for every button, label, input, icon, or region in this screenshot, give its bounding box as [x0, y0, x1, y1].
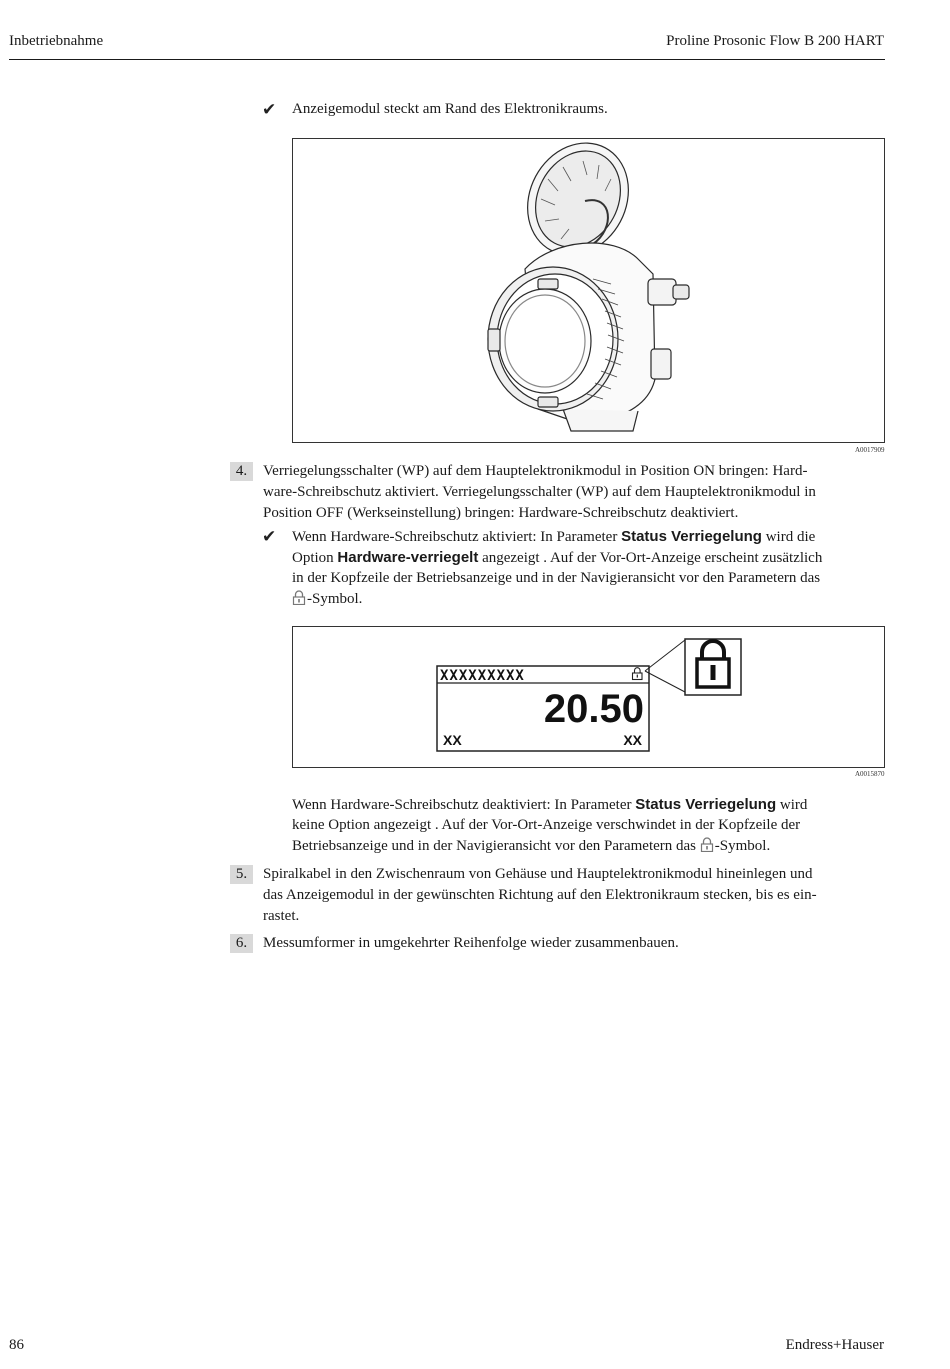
- footer-brand: Endress+Hauser: [785, 1337, 884, 1353]
- step-text-line: das Anzeigemodul in der gewünschten Richtung auf den Elektronikraum stecken, bis es ein-: [263, 887, 817, 903]
- housing-illustration: [293, 139, 884, 442]
- lock-icon: [292, 590, 306, 605]
- figure-transmitter-housing: [292, 138, 885, 443]
- step-text-line: Messumformer in umgekehrter Reihenfolge wieder zusammenbauen.: [263, 935, 679, 951]
- page-number: 86: [9, 1337, 24, 1353]
- step-text-line: Position OFF (Werkseinstellung) bringen: Hardware-Schreibschutz deaktiviert.: [263, 505, 739, 521]
- figure-id: A0015870: [855, 770, 885, 778]
- step-number: 4.: [230, 462, 253, 481]
- figure-id: A0017909: [855, 446, 885, 454]
- deactivated-text-line: Wenn Hardware-Schreibschutz deaktiviert: In Parameter Status Verriegelung wird: [292, 796, 808, 813]
- display-bottom-right: XX: [623, 732, 642, 748]
- figure-local-display: [292, 626, 885, 768]
- checkmark-icon: ✔: [262, 100, 277, 120]
- deactivated-text-line: keine Option angezeigt . Auf der Vor-Ort-Anzeige verschwindet in der Kopfzeile der: [292, 817, 801, 833]
- option-name: Hardware-verriegelt: [337, 549, 479, 566]
- step-text-line: rastet.: [263, 908, 300, 924]
- step-text-line: ware-Schreibschutz aktiviert. Verriegelungsschalter (WP) auf dem Hauptelektronikmodul in: [263, 484, 816, 500]
- checkmark-icon: ✔: [262, 527, 277, 547]
- deactivated-text-line: Betriebsanzeige und in der Navigieransicht vor den Parametern das -Symbol.: [292, 838, 771, 854]
- display-header-text: XXXXXXXXX: [440, 668, 525, 684]
- display-value: 20.50: [543, 687, 644, 731]
- result-text-line: Wenn Hardware-Schreibschutz aktiviert: In Parameter Status Verriegelung wird die: [292, 528, 816, 545]
- lock-icon: [700, 837, 714, 852]
- result-text-line: Option Hardware-verriegelt angezeigt . Auf der Vor-Ort-Anzeige erscheint zusätzlich: [292, 549, 823, 566]
- header-section: Inbetriebnahme: [9, 33, 104, 49]
- result-text-line: -Symbol.: [292, 589, 362, 610]
- display-illustration: [293, 627, 884, 767]
- header-product: Proline Prosonic Flow B 200 HART: [666, 33, 884, 49]
- step-text-line: Spiralkabel in den Zwischenraum von Gehäuse und Hauptelektronikmodul hineinlegen und: [263, 866, 813, 882]
- display-bottom-left: XX: [443, 732, 462, 748]
- step-number: 6.: [230, 934, 253, 953]
- step-number: 5.: [230, 865, 253, 884]
- result-text-line: in der Kopfzeile der Betriebsanzeige und in der Navigieransicht vor den Parametern das: [292, 570, 821, 586]
- step-text-line: Verriegelungsschalter (WP) auf dem Hauptelektronikmodul in Position ON bringen: Hard-: [263, 463, 808, 479]
- result-text: Anzeigemodul steckt am Rand des Elektronikraums.: [292, 101, 608, 117]
- parameter-name: Status Verriegelung: [635, 796, 777, 813]
- header-rule: [9, 59, 885, 60]
- parameter-name: Status Verriegelung: [621, 528, 762, 545]
